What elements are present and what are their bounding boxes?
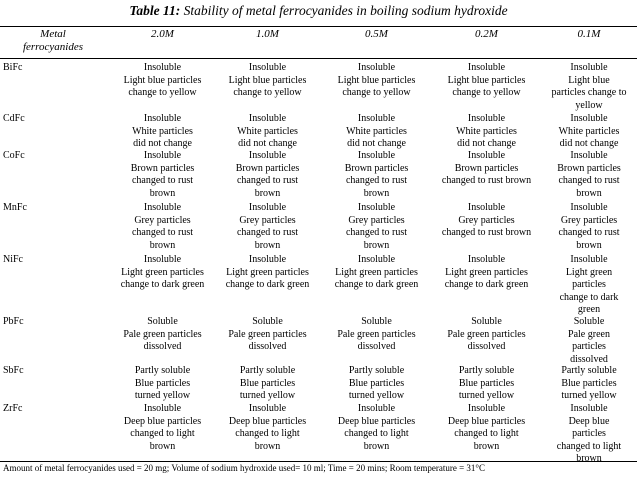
- cell-line: Blue particles: [348, 377, 405, 389]
- cell-line: brown: [254, 440, 281, 452]
- cell-line: changed to rust: [558, 227, 620, 239]
- cell-line: changed to light: [130, 428, 195, 440]
- cell-line: Insoluble: [248, 403, 287, 414]
- header-rule: [0, 58, 637, 59]
- table-cell: [215, 403, 320, 453]
- table-cell: [434, 62, 539, 100]
- table-cell: [541, 365, 637, 403]
- cell-line: green: [577, 304, 601, 316]
- cell-line: did not change: [457, 138, 516, 150]
- cell-line: Insoluble: [248, 113, 287, 124]
- table-cell: [324, 62, 429, 100]
- top-rule: [0, 26, 637, 27]
- row-ferrocyanide-name: NiFc: [3, 254, 23, 265]
- cell-line: changed to light: [454, 428, 519, 440]
- cell-line: Deep blue particles: [337, 415, 416, 427]
- cell-line: Deep blue: [568, 415, 610, 427]
- cell-line: Light blue particles: [337, 74, 416, 86]
- cell-line: changed to rust: [131, 175, 194, 187]
- cell-line: Soluble: [252, 316, 283, 327]
- cell-line: particles: [572, 279, 606, 291]
- table-cell: [434, 254, 539, 292]
- cell-line: Insoluble: [357, 202, 396, 213]
- cell-line: Light green particles: [335, 266, 418, 278]
- cell-line: change to dark: [559, 291, 619, 303]
- row-ferrocyanide-name: CdFc: [3, 113, 25, 124]
- cell-line: Insoluble: [248, 254, 287, 265]
- cell-line: Partly soluble: [348, 365, 405, 376]
- cell-line: changed to light: [344, 428, 409, 440]
- cell-line: changed to light: [556, 440, 622, 452]
- bottom-rule: [0, 461, 637, 462]
- cell-line: turned yellow: [239, 390, 296, 402]
- cell-line: Insoluble: [467, 113, 506, 124]
- table-cell: [541, 62, 637, 112]
- cell-line: Grey particles: [239, 214, 296, 226]
- cell-line: Brown particles: [130, 162, 195, 174]
- cell-line: Grey particles: [560, 214, 618, 226]
- cell-line: change to yellow: [128, 87, 197, 99]
- cell-line: brown: [363, 239, 390, 251]
- cell-line: Insoluble: [357, 403, 396, 414]
- cell-line: Blue particles: [561, 377, 617, 389]
- cell-line: change to dark green: [225, 279, 310, 291]
- cell-line: Blue particles: [458, 377, 515, 389]
- table-cell: [324, 113, 429, 151]
- table-cell: [434, 365, 539, 403]
- cell-line: changed to rust: [236, 227, 299, 239]
- cell-line: Insoluble: [570, 254, 608, 265]
- header-conc-0.1M: 0.1M: [577, 28, 601, 40]
- cell-line: dissolved: [248, 341, 287, 353]
- cell-line: White particles: [132, 125, 193, 137]
- cell-line: Soluble: [147, 316, 178, 327]
- cell-line: brown: [473, 440, 500, 452]
- cell-line: brown: [363, 187, 390, 199]
- cell-line: Soluble: [361, 316, 392, 327]
- cell-line: changed to rust: [345, 175, 408, 187]
- table-cell: [324, 365, 429, 403]
- cell-line: Pale green particles: [228, 328, 307, 340]
- cell-line: Insoluble: [467, 62, 506, 73]
- cell-line: turned yellow: [561, 390, 617, 402]
- table-cell: [215, 150, 320, 200]
- cell-line: changed to light: [235, 428, 300, 440]
- table-cell: [215, 202, 320, 252]
- cell-line: Insoluble: [357, 150, 396, 161]
- cell-line: change to yellow: [342, 87, 411, 99]
- table-cell: [215, 254, 320, 292]
- table-cell: [541, 113, 637, 151]
- cell-line: brown: [363, 440, 390, 452]
- cell-line: changed to rust: [558, 175, 620, 187]
- row-ferrocyanide-name: SbFc: [3, 365, 24, 376]
- row-ferrocyanide-name: CoFc: [3, 150, 25, 161]
- cell-line: did not change: [133, 138, 192, 150]
- cell-line: dissolved: [467, 341, 506, 353]
- table-cell: [215, 62, 320, 100]
- cell-line: Light blue particles: [123, 74, 202, 86]
- cell-line: Soluble: [471, 316, 502, 327]
- cell-line: Brown particles: [344, 162, 409, 174]
- table-cell: [541, 403, 637, 466]
- cell-line: Insoluble: [570, 150, 608, 161]
- cell-line: turned yellow: [458, 390, 515, 402]
- cell-line: White particles: [456, 125, 517, 137]
- table-cell: [110, 403, 215, 453]
- cell-line: change to dark green: [444, 279, 529, 291]
- cell-line: particles: [572, 341, 606, 353]
- table-cell: [324, 403, 429, 453]
- cell-line: turned yellow: [134, 390, 191, 402]
- cell-line: Insoluble: [357, 113, 396, 124]
- row-ferrocyanide-name: MnFc: [3, 202, 27, 213]
- cell-line: Blue particles: [239, 377, 296, 389]
- cell-line: Insoluble: [570, 403, 608, 414]
- table-cell: [215, 316, 320, 354]
- table-cell: [541, 150, 637, 200]
- cell-line: Insoluble: [143, 202, 182, 213]
- cell-line: Insoluble: [570, 62, 608, 73]
- cell-line: Pale green: [568, 328, 610, 340]
- footnote: Amount of metal ferrocyanides used = 20 mg; Volume of sodium hydroxide used= 10 ml; Time = 20 mins; Room temperature = 31°C: [3, 463, 486, 473]
- cell-line: Light green particles: [121, 266, 204, 278]
- cell-line: Insoluble: [143, 62, 182, 73]
- cell-line: brown: [149, 440, 176, 452]
- table-cell: [110, 150, 215, 200]
- cell-line: changed to rust: [131, 227, 194, 239]
- cell-line: Light green: [565, 266, 613, 278]
- cell-line: Brown particles: [235, 162, 300, 174]
- cell-line: change to dark green: [120, 279, 205, 291]
- table-cell: [110, 62, 215, 100]
- cell-line: Partly soluble: [458, 365, 515, 376]
- table-cell: [110, 202, 215, 252]
- header-conc-0.2M: 0.2M: [475, 28, 498, 40]
- cell-line: changed to rust: [236, 175, 299, 187]
- cell-line: dissolved: [357, 341, 396, 353]
- table-cell: [434, 113, 539, 151]
- cell-line: Light green particles: [226, 266, 309, 278]
- row-ferrocyanide-name: PbFc: [3, 316, 24, 327]
- cell-line: Light blue particles: [228, 74, 307, 86]
- table-cell: [541, 202, 637, 252]
- cell-line: Insoluble: [248, 150, 287, 161]
- cell-line: Insoluble: [143, 403, 182, 414]
- cell-line: particles: [572, 428, 606, 440]
- table-cell: [110, 254, 215, 292]
- table-cell: [324, 150, 429, 200]
- cell-line: White particles: [346, 125, 407, 137]
- header-conc-1.0M: 1.0M: [256, 28, 279, 40]
- cell-line: Pale green particles: [447, 328, 526, 340]
- cell-line: Deep blue particles: [447, 415, 526, 427]
- cell-line: White particles: [558, 125, 620, 137]
- table-cell: [541, 254, 637, 317]
- cell-line: did not change: [559, 138, 619, 150]
- cell-line: Partly soluble: [239, 365, 296, 376]
- row-ferrocyanide-name: ZrFc: [3, 403, 23, 414]
- cell-line: Insoluble: [143, 150, 182, 161]
- table-cell: [110, 113, 215, 151]
- cell-line: Pale green particles: [337, 328, 416, 340]
- cell-line: yellow: [575, 99, 603, 111]
- table-cell: [215, 365, 320, 403]
- header-col0-line2: ferrocyanides: [22, 41, 84, 53]
- cell-line: Insoluble: [467, 202, 506, 213]
- cell-line: Insoluble: [467, 150, 506, 161]
- cell-line: brown: [576, 187, 602, 199]
- cell-line: Deep blue particles: [123, 415, 202, 427]
- cell-line: brown: [576, 239, 602, 251]
- cell-line: Pale green particles: [123, 328, 202, 340]
- cell-line: Light blue particles: [447, 74, 526, 86]
- cell-line: Light blue: [568, 74, 610, 86]
- table-title: Stability of metal ferrocyanides in boiling sodium hydroxide: [180, 3, 508, 18]
- cell-line: changed to rust: [345, 227, 408, 239]
- table-cell: [434, 316, 539, 354]
- table-cell: [110, 316, 215, 354]
- cell-line: Insoluble: [143, 254, 182, 265]
- table-cell: [434, 202, 539, 240]
- cell-line: brown: [254, 239, 281, 251]
- cell-line: Blue particles: [134, 377, 191, 389]
- cell-line: Insoluble: [143, 113, 182, 124]
- cell-line: Grey particles: [134, 214, 191, 226]
- cell-line: Insoluble: [357, 254, 396, 265]
- cell-line: brown: [254, 187, 281, 199]
- cell-line: dissolved: [143, 341, 182, 353]
- cell-line: Insoluble: [357, 62, 396, 73]
- cell-line: Insoluble: [248, 202, 287, 213]
- cell-line: Partly soluble: [561, 365, 617, 376]
- header-col0-line1: Metal: [40, 28, 66, 40]
- table-cell: [324, 316, 429, 354]
- table-cell: [110, 365, 215, 403]
- table-cell: [541, 316, 637, 366]
- cell-line: change to yellow: [233, 87, 302, 99]
- cell-line: Deep blue particles: [228, 415, 307, 427]
- table-caption: [0, 3, 637, 19]
- cell-line: Grey particles: [348, 214, 405, 226]
- cell-line: changed to rust brown: [441, 175, 532, 187]
- cell-line: brown: [149, 239, 176, 251]
- table-number: Table 11:: [129, 3, 181, 18]
- cell-line: change to dark green: [334, 279, 419, 291]
- table-cell: [215, 113, 320, 151]
- cell-line: Soluble: [573, 316, 605, 327]
- table-cell: [434, 403, 539, 453]
- cell-line: Insoluble: [570, 113, 608, 124]
- cell-line: Insoluble: [467, 254, 506, 265]
- table-cell: [324, 254, 429, 292]
- cell-line: changed to rust brown: [441, 227, 532, 239]
- cell-line: particles change to: [551, 87, 627, 99]
- table-cell: [324, 202, 429, 252]
- cell-line: White particles: [237, 125, 298, 137]
- header-conc-0.5M: 0.5M: [365, 28, 388, 40]
- cell-line: Partly soluble: [134, 365, 191, 376]
- cell-line: Grey particles: [458, 214, 515, 226]
- header-metal-ferrocyanides: [3, 28, 103, 54]
- cell-line: did not change: [238, 138, 297, 150]
- cell-line: Insoluble: [467, 403, 506, 414]
- cell-line: Insoluble: [248, 62, 287, 73]
- cell-line: change to yellow: [452, 87, 521, 99]
- header-conc-2.0M: 2.0M: [151, 28, 174, 40]
- cell-line: Brown particles: [557, 162, 621, 174]
- table-cell: [434, 150, 539, 188]
- cell-line: brown: [149, 187, 176, 199]
- cell-line: brown: [576, 453, 602, 465]
- cell-line: turned yellow: [348, 390, 405, 402]
- cell-line: Light green particles: [445, 266, 528, 278]
- cell-line: Brown particles: [454, 162, 519, 174]
- cell-line: Insoluble: [570, 202, 608, 213]
- cell-line: dissolved: [570, 353, 608, 365]
- cell-line: did not change: [347, 138, 406, 150]
- row-ferrocyanide-name: BiFc: [3, 62, 23, 73]
